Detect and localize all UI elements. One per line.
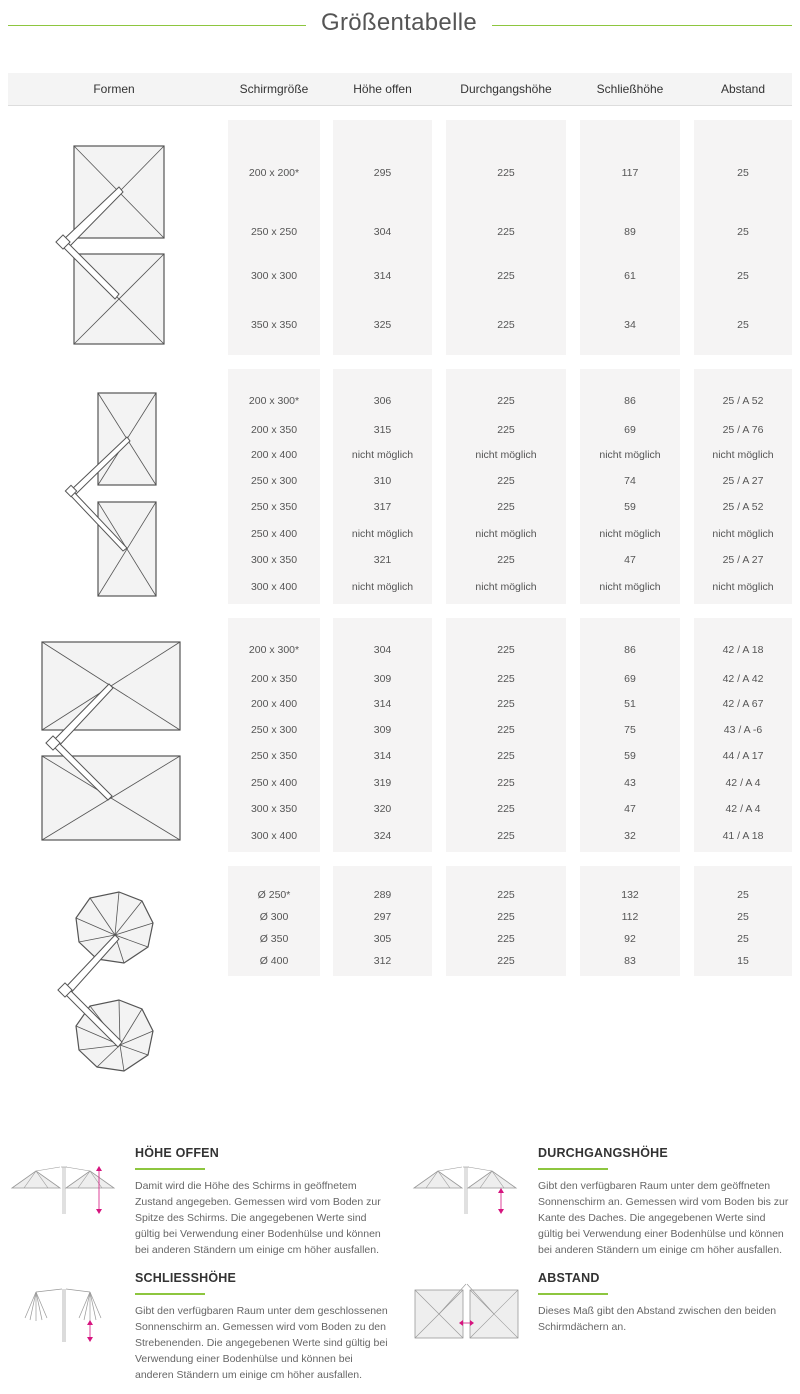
table-cell-schliesshoehe: 89 [624, 226, 636, 238]
table-cell-durchgangshoehe: 225 [497, 911, 515, 923]
table-cell-durchgangshoehe: 225 [497, 750, 515, 762]
table-cell-abstand: 25 / A 27 [722, 554, 764, 566]
table-cell-abstand: 43 / A -6 [723, 724, 763, 736]
table-cell-durchgangshoehe: 225 [497, 554, 515, 566]
table-cell-schirmgroesse: Ø 350 [259, 933, 289, 945]
table-cell-hoehe-offen: 314 [373, 698, 392, 710]
legend-title-schliesshoehe: SCHLIESSHÖHE [135, 1271, 237, 1285]
table-cell-schliesshoehe: 92 [624, 933, 636, 945]
header-formen: Formen [93, 82, 135, 96]
table-cell-schliesshoehe: 86 [624, 395, 636, 407]
durchgangshoehe-diagram-icon [412, 1162, 522, 1216]
table-cell-abstand: 25 / A 52 [722, 395, 764, 407]
round-umbrella-shape-icon [52, 884, 182, 1098]
title-row [0, 0, 800, 50]
legend-underline [538, 1293, 608, 1295]
table-cell-abstand: 25 [737, 319, 749, 331]
table-cell-schirmgroesse: 250 x 400 [250, 777, 298, 789]
table-cell-schirmgroesse: 250 x 250 [250, 226, 298, 238]
table-cell-hoehe-offen: 312 [373, 955, 392, 967]
table-cell-durchgangshoehe: 225 [497, 673, 515, 685]
table-cell-hoehe-offen: 320 [373, 803, 392, 815]
table-cell-schliesshoehe: 61 [624, 270, 636, 282]
table-cell-hoehe-offen: 289 [373, 889, 392, 901]
portrait-rect-umbrella-shape-icon [60, 388, 170, 600]
table-cell-abstand: nicht möglich [712, 449, 774, 461]
table-cell-hoehe-offen: 310 [373, 475, 392, 487]
table-cell-durchgangshoehe: 225 [497, 933, 515, 945]
table-cell-schirmgroesse: 250 x 400 [250, 528, 298, 540]
schliesshoehe-diagram-icon [20, 1286, 110, 1344]
table-cell-schliesshoehe: 51 [624, 698, 636, 710]
table-cell-durchgangshoehe: 225 [497, 475, 515, 487]
table-cell-abstand: 25 [737, 167, 749, 179]
header-schliesshoehe: Schließhöhe [596, 82, 664, 96]
table-cell-durchgangshoehe: 225 [497, 270, 515, 282]
table-cell-schirmgroesse: 250 x 300 [250, 724, 298, 736]
table-cell-abstand: 42 / A 4 [725, 803, 761, 815]
table-cell-schirmgroesse: 300 x 350 [250, 803, 298, 815]
table-cell-hoehe-offen: 314 [373, 270, 392, 282]
table-cell-abstand: nicht möglich [712, 581, 774, 593]
table-header [8, 73, 792, 106]
table-cell-schliesshoehe: nicht möglich [599, 528, 661, 540]
table-cell-hoehe-offen: 297 [373, 911, 392, 923]
table-cell-abstand: 42 / A 4 [725, 777, 761, 789]
table-cell-hoehe-offen: 315 [373, 424, 392, 436]
title-divider-left [8, 25, 306, 26]
table-cell-hoehe-offen: 317 [373, 501, 392, 513]
table-cell-schirmgroesse: 200 x 400 [250, 449, 298, 461]
table-cell-durchgangshoehe: 225 [497, 501, 515, 513]
table-cell-schirmgroesse: 300 x 400 [250, 581, 298, 593]
table-cell-durchgangshoehe: 225 [497, 167, 515, 179]
table-cell-abstand: 25 [737, 933, 749, 945]
table-cell-schliesshoehe: 75 [624, 724, 636, 736]
table-cell-abstand: 25 [737, 889, 749, 901]
legend-underline [135, 1293, 205, 1295]
table-cell-durchgangshoehe: 225 [497, 955, 515, 967]
table-cell-schliesshoehe: 47 [624, 554, 636, 566]
table-cell-schirmgroesse: 200 x 350 [250, 673, 298, 685]
table-cell-schliesshoehe: 69 [624, 424, 636, 436]
table-cell-abstand: 25 / A 52 [722, 501, 764, 513]
table-cell-hoehe-offen: 324 [373, 830, 392, 842]
table-cell-hoehe-offen: 295 [373, 167, 392, 179]
table-cell-schirmgroesse: 200 x 300* [248, 395, 300, 407]
table-cell-schliesshoehe: 43 [624, 777, 636, 789]
table-cell-schirmgroesse: 300 x 300 [250, 270, 298, 282]
legend-text-schliesshoehe: Gibt den verfügbaren Raum unter dem geschlossenen Sonnenschirm an. Gemessen wird vom Boden zu den Strebenenden. Die angegebenen Werte sind gültig bei Verwendung einer Bodenhülse und können bei anderen Ständern um einige cm höher ausfallen. [135, 1305, 388, 1381]
table-cell-durchgangshoehe: 225 [497, 777, 515, 789]
table-cell-abstand: 25 [737, 911, 749, 923]
legend-underline [538, 1168, 608, 1170]
table-cell-schirmgroesse: 200 x 200* [248, 167, 300, 179]
table-cell-abstand: 42 / A 67 [722, 698, 764, 710]
table-cell-durchgangshoehe: 225 [497, 395, 515, 407]
table-cell-schliesshoehe: 112 [621, 911, 639, 923]
table-cell-abstand: 25 [737, 226, 749, 238]
table-cell-abstand: 25 / A 76 [722, 424, 764, 436]
table-cell-schliesshoehe: nicht möglich [599, 449, 661, 461]
table-cell-schirmgroesse: 350 x 350 [250, 319, 298, 331]
table-cell-schirmgroesse: 300 x 400 [250, 830, 298, 842]
table-cell-schirmgroesse: 200 x 400 [250, 698, 298, 710]
table-cell-schirmgroesse: 300 x 350 [250, 554, 298, 566]
table-cell-abstand: 41 / A 18 [722, 830, 764, 842]
table-cell-hoehe-offen: nicht möglich [351, 449, 414, 461]
header-schirmgroesse: Schirmgröße [239, 82, 309, 96]
table-cell-schirmgroesse: Ø 300 [259, 911, 289, 923]
table-cell-abstand: 44 / A 17 [722, 750, 764, 762]
table-cell-schirmgroesse: Ø 250* [257, 889, 291, 901]
table-cell-hoehe-offen: 321 [373, 554, 392, 566]
legend-text-abstand: Dieses Maß gibt den Abstand zwischen den beiden Schirmdächern an. [538, 1305, 777, 1333]
table-cell-hoehe-offen: 305 [373, 933, 392, 945]
table-cell-durchgangshoehe: 225 [497, 724, 515, 736]
table-cell-schirmgroesse: Ø 400 [259, 955, 289, 967]
table-cell-schliesshoehe: 132 [621, 889, 639, 901]
table-cell-hoehe-offen: 304 [373, 226, 392, 238]
landscape-rect-umbrella-shape-icon [38, 638, 186, 846]
legend-title-hoehe-offen: HÖHE OFFEN [135, 1146, 219, 1160]
table-cell-hoehe-offen: 306 [373, 395, 392, 407]
table-cell-schliesshoehe: 59 [624, 501, 636, 513]
table-cell-abstand: 25 / A 27 [722, 475, 764, 487]
table-cell-durchgangshoehe: nicht möglich [475, 528, 537, 540]
table-cell-hoehe-offen: nicht möglich [351, 528, 414, 540]
header-hoehe-offen: Höhe offen [353, 82, 412, 96]
table-cell-schliesshoehe: 86 [624, 644, 636, 656]
table-cell-schirmgroesse: 200 x 350 [250, 424, 298, 436]
hoehe-offen-diagram-icon [10, 1162, 120, 1216]
table-cell-durchgangshoehe: 225 [497, 889, 515, 901]
table-cell-schirmgroesse: 200 x 300* [248, 644, 300, 656]
table-cell-schliesshoehe: nicht möglich [599, 581, 661, 593]
legend-title-durchgangshoehe: DURCHGANGSHÖHE [538, 1146, 668, 1160]
table-cell-hoehe-offen: 309 [373, 673, 392, 685]
square-umbrella-shape-icon [52, 140, 182, 352]
table-cell-durchgangshoehe: 225 [497, 226, 515, 238]
table-cell-schliesshoehe: 83 [624, 955, 636, 967]
table-cell-schliesshoehe: 74 [624, 475, 636, 487]
header-durchgangshoehe: Durchgangshöhe [460, 82, 552, 96]
table-cell-abstand: nicht möglich [712, 528, 774, 540]
table-cell-hoehe-offen: 319 [373, 777, 392, 789]
title-divider-right [492, 25, 792, 26]
table-cell-hoehe-offen: 309 [373, 724, 392, 736]
legend-underline [135, 1168, 205, 1170]
table-cell-durchgangshoehe: 225 [497, 803, 515, 815]
table-cell-durchgangshoehe: 225 [497, 644, 515, 656]
table-cell-durchgangshoehe: 225 [497, 424, 515, 436]
table-cell-hoehe-offen: 304 [373, 644, 392, 656]
table-cell-hoehe-offen: 314 [373, 750, 392, 762]
legend-text-durchgangshoehe: Gibt den verfügbaren Raum unter dem geöffneten Sonnenschirm an. Gemessen wird vom Boden bis zur Kante des Daches. Die angegebenen Werte sind gültig bei Verwendung einer Bodenhülse und können bei anderen Ständern um einige cm höher ausfallen. [538, 1180, 789, 1256]
abstand-diagram-icon [412, 1282, 524, 1342]
table-cell-schliesshoehe: 32 [624, 830, 636, 842]
table-cell-hoehe-offen: nicht möglich [351, 581, 414, 593]
table-cell-hoehe-offen: 325 [373, 319, 392, 331]
table-cell-schliesshoehe: 34 [624, 319, 636, 331]
table-cell-schliesshoehe: 117 [621, 167, 639, 179]
legend-text-hoehe-offen: Damit wird die Höhe des Schirms in geöffnetem Zustand angegeben. Gemessen wird vom Boden zur Spitze des Schirms. Die angegebenen Werte sind gültig bei Verwendung einer Bodenhülse und können bei anderen Ständern um einige cm höher ausfallen. [135, 1180, 381, 1256]
table-cell-schliesshoehe: 69 [624, 673, 636, 685]
table-cell-abstand: 15 [737, 955, 749, 967]
table-cell-abstand: 42 / A 18 [722, 644, 764, 656]
table-cell-abstand: 25 [737, 270, 749, 282]
table-cell-durchgangshoehe: 225 [497, 698, 515, 710]
header-abstand: Abstand [720, 82, 766, 96]
table-cell-schirmgroesse: 250 x 350 [250, 750, 298, 762]
table-cell-schirmgroesse: 250 x 300 [250, 475, 298, 487]
table-cell-schliesshoehe: 59 [624, 750, 636, 762]
table-cell-abstand: 42 / A 42 [722, 673, 764, 685]
legend-title-abstand: ABSTAND [538, 1271, 600, 1285]
page-title: Größentabelle [321, 9, 477, 36]
table-cell-schliesshoehe: 47 [624, 803, 636, 815]
table-cell-durchgangshoehe: 225 [497, 319, 515, 331]
table-cell-durchgangshoehe: 225 [497, 830, 515, 842]
table-cell-schirmgroesse: 250 x 350 [250, 501, 298, 513]
table-cell-durchgangshoehe: nicht möglich [475, 581, 537, 593]
table-cell-durchgangshoehe: nicht möglich [475, 449, 537, 461]
